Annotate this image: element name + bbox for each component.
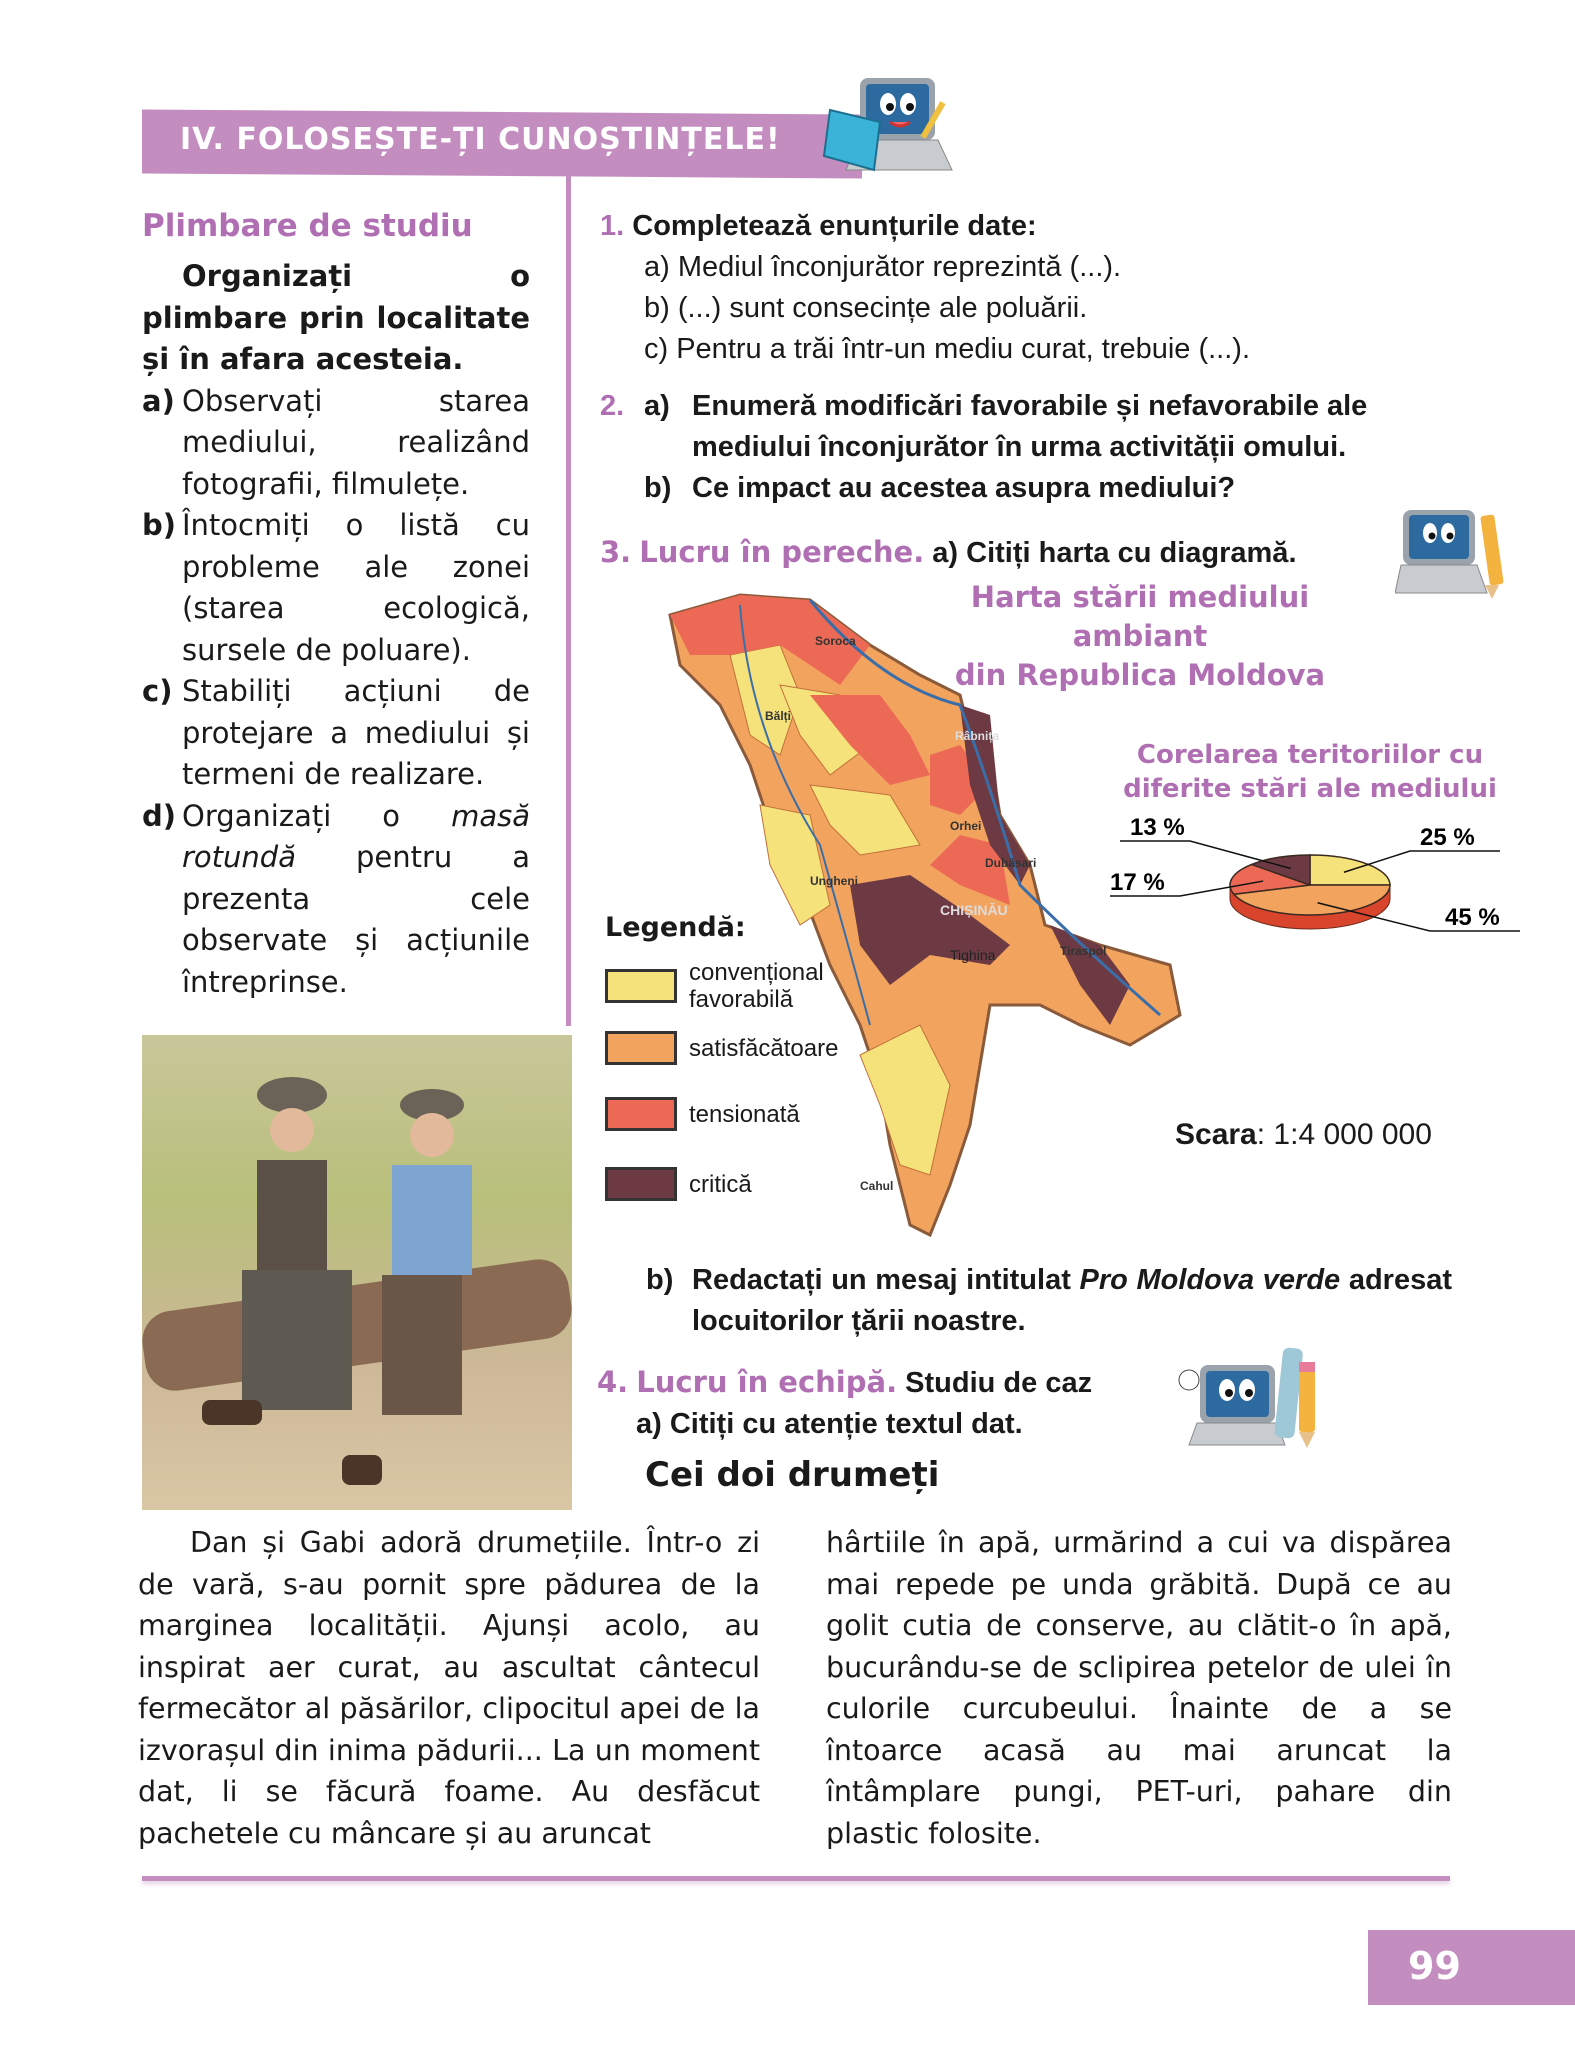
left-column (142, 208, 530, 1003)
task-3a-text: a) Citiți harta cu diagramă. (932, 537, 1297, 569)
map-label: Orhei (950, 819, 982, 833)
task-2a-text: Enumeră modificări favorabile și nefavorabile ale mediului înconjurător în urma activității omului. (692, 390, 1368, 463)
task-1-item: c) Pentru a trăi într-un mediu curat, trebuie (...). (644, 333, 1251, 365)
task-4-title: Lucru în echipă. (636, 1365, 898, 1399)
legend-swatch (605, 1031, 677, 1065)
task-3b: b) Redactați un mesaj intitulat Pro Moldova verde adresat locuitorilor țării noastre. (646, 1264, 1452, 1337)
laptop-pencil-map-mascot-icon (1175, 1340, 1335, 1450)
footer-divider (142, 1876, 1450, 1881)
map-label: Bălți (765, 709, 792, 723)
task-number: 4. (597, 1365, 629, 1399)
study-walk-item: c) Stabiliți acțiuni de protejare a mediului și termeni de realizare. (142, 674, 530, 791)
study-walk-item: a) Observați starea mediului, realizând fotografii, filmulețe. (142, 383, 530, 501)
map-scale: Scara: 1:4 000 000 (1175, 1118, 1432, 1151)
map-label: Ungheni (810, 874, 858, 888)
map-legend (605, 912, 885, 1201)
legend-item: satisfăcătoare (605, 1031, 885, 1065)
laptop-mascot-icon (820, 70, 960, 180)
page-number-tab (1368, 1930, 1575, 2005)
pie-data-label: 45 % (1445, 904, 1500, 931)
map-label: CHIȘINĂU (940, 902, 1008, 918)
legend-swatch (605, 969, 677, 1003)
map-label: Râbnița (955, 729, 1000, 743)
laptop-pencil-mascot-icon (1395, 505, 1515, 600)
legend-item: critică (605, 1167, 885, 1201)
map-label: Cahul (860, 1179, 894, 1193)
task-2: 2. a) Enumeră modificări favorabile și nefavorabile ale mediului înconjurător în urma activității omului. b) Ce impact au acestea asupra mediului? (600, 386, 1460, 509)
story-column-2: hârtiile în apă, urmărind a cui va dispărea mai repede pe unda grăbită. După ce au golit cutia de conserve, au clătit-o în apă, bucurându-se de sclipirea petelor de ulei în culorile curcubeului. Înainte de a se întoarce acasă au mai aruncat la întâmplare pungi, PET-uri, pahare din plastic folosite. (826, 1526, 1452, 1850)
section-title: IV. FOLOSEȘTE-ȚI CUNOȘTINȚELE! (180, 122, 781, 157)
task-1-item: a) Mediul înconjurător reprezintă (...). (644, 251, 1122, 283)
legend-title: Legendă: (605, 912, 746, 943)
study-walk-item: d) Organizați o masă rotundă pentru a prezenta cele observate și acțiunile întreprinse. (142, 798, 530, 999)
legend-item: tensionată (605, 1097, 885, 1131)
task-1 (600, 206, 1460, 370)
task-2b-text: Ce impact au acestea asupra mediului? (692, 472, 1236, 504)
boys-on-branch-photo (142, 1035, 572, 1510)
map-label: Dubăsari (985, 856, 1037, 870)
map-label: Tighina (950, 947, 996, 963)
study-walk-intro: Organizați o plimbare prin localitate și în afara acesteia. (142, 259, 530, 376)
map-label: Tiraspol (1060, 944, 1107, 958)
map-label: Soroca (815, 634, 856, 648)
column-divider (566, 176, 571, 1026)
task-3-title: Lucru în pereche. (639, 535, 925, 569)
task-number: 3. (600, 535, 632, 569)
study-walk-heading: Plimbare de studiu (142, 208, 473, 244)
task-1-title: Completează enunțurile date: (632, 210, 1037, 242)
story-column-1: Dan și Gabi adoră drumețiile. Într-o zi de vară, s-au pornit spre pădurea de la marginea localității. Ajunși acolo, au inspirat aer curat, au ascultat cântecul fermecător al păsărilor, clipocitul apei de la izvorașul din inima pădurii... La un moment dat, li se făcură foame. Au desfăcut pachetele cu mâncare și au aruncat (138, 1526, 760, 1850)
task-number: 1. (600, 210, 625, 242)
task-4a-text: a) Citiți cu atenție textul dat. (636, 1408, 1023, 1440)
legend-swatch (605, 1097, 677, 1131)
pie-chart (1110, 815, 1530, 965)
task-4-subtitle: Studiu de caz (905, 1367, 1093, 1399)
pie-chart-title: Corelarea teritoriilor cu diferite stări ale mediului (1123, 740, 1497, 804)
study-walk-item: b) Întocmiți o listă cu probleme ale zonei (starea ecologică, sursele de poluare). (142, 508, 530, 667)
map-title: Harta stării mediului ambiant din Republica Moldova (954, 580, 1326, 692)
task-3-heading (600, 532, 1420, 574)
page-number: 99 (1408, 1944, 1461, 1988)
legend-swatch (605, 1167, 677, 1201)
pie-data-label: 17 % (1110, 869, 1165, 896)
story-title: Cei doi drumeți (645, 1455, 940, 1495)
pie-data-label: 13 % (1130, 815, 1185, 841)
task-number: 2. (600, 390, 625, 422)
legend-item: convențional favorabilă (605, 959, 885, 1013)
pie-data-label: 25 % (1420, 824, 1475, 851)
task-1-item: b) (...) sunt consecințe ale poluării. (644, 292, 1088, 324)
task-4-heading (597, 1362, 1157, 1404)
